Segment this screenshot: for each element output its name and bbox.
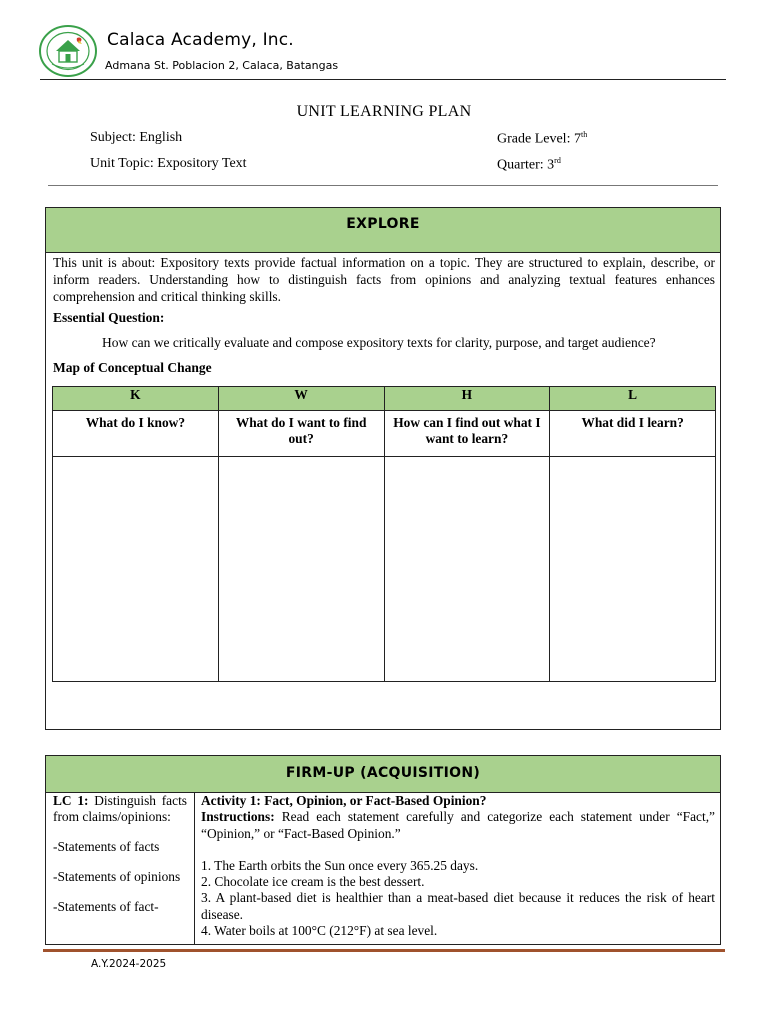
activity-instructions	[201, 809, 715, 842]
firm-up-section	[45, 755, 721, 945]
kwhl-question-w: What do I want to find out?	[218, 411, 384, 457]
kwhl-letter-h: H	[384, 387, 550, 411]
subject-label: Subject: English	[90, 130, 183, 145]
column-divider	[194, 792, 195, 945]
grade-level-value: Grade Level: 7	[497, 131, 581, 147]
school-address: Admana St. Poblacion 2, Calaca, Batangas	[105, 59, 339, 72]
statement-item: 4. Water boils at 100°C (212°F) at sea level.	[201, 923, 438, 939]
kwhl-question-h: How can I find out what I want to learn?	[384, 411, 550, 457]
statement-item: 2. Chocolate ice cream is the best dessert.	[201, 874, 425, 890]
learning-competency-column	[53, 793, 187, 929]
kwhl-letter-row	[53, 387, 716, 411]
school-name: Calaca Academy, Inc.	[107, 30, 294, 50]
kwhl-answer-row	[53, 457, 716, 682]
kwhl-letter-l: L	[550, 387, 716, 411]
conceptual-change-label: Map of Conceptual Change	[53, 360, 212, 375]
grade-level-suffix: th	[580, 130, 588, 139]
firm-up-heading: FIRM-UP (ACQUISITION)	[46, 756, 720, 793]
lc-item: -Statements of fact-	[53, 899, 159, 914]
kwhl-letter-w: W	[218, 387, 384, 411]
quarter-label	[497, 156, 561, 174]
activity-column	[201, 793, 715, 939]
unit-description: This unit is about: Expository texts provide factual information on a topic. They are structured to explain, describe, or inform readers. Understanding how to distinguish facts from opinions and analyzing textual features enhances comprehension and critical thinking skills.	[53, 255, 715, 304]
footer-divider	[43, 949, 725, 952]
kwhl-table	[52, 386, 716, 682]
kwhl-answer-k[interactable]	[53, 457, 219, 682]
grade-level-label	[497, 130, 587, 148]
instructions-label: Instructions:	[201, 809, 275, 825]
kwhl-answer-w[interactable]	[218, 457, 384, 682]
academic-year: A.Y.2024-2025	[91, 958, 167, 970]
explore-heading: EXPLORE	[46, 208, 720, 253]
instructions-text: Read each statement carefully and categorize each statement under “Fact,” “Opinion,” or “Fact-Based Opinion.”	[201, 809, 715, 841]
explore-section	[45, 207, 721, 730]
kwhl-letter-k: K	[53, 387, 219, 411]
header-divider	[40, 79, 726, 80]
essential-question-label: Essential Question:	[53, 310, 165, 325]
kwhl-question-row	[53, 411, 716, 457]
unit-topic-label: Unit Topic: Expository Text	[90, 156, 247, 171]
page-title: UNIT LEARNING PLAN	[296, 103, 472, 120]
quarter-suffix: rd	[554, 156, 561, 165]
school-seal-icon	[38, 24, 98, 78]
kwhl-question-k: What do I know?	[53, 411, 219, 457]
lc-title: LC 1:	[53, 793, 89, 808]
lc-item: -Statements of facts	[53, 839, 160, 854]
meta-divider	[48, 185, 718, 186]
lc-statement	[53, 793, 187, 825]
lc-text: Distinguish facts from claims/opinions:	[53, 793, 187, 824]
statement-item: 1. The Earth orbits the Sun once every 365.25 days.	[201, 857, 479, 873]
kwhl-answer-h[interactable]	[384, 457, 550, 682]
lc-item: -Statements of opinions	[53, 869, 181, 884]
kwhl-question-l: What did I learn?	[550, 411, 716, 457]
activity-title: Activity 1: Fact, Opinion, or Fact-Based Opinion?	[201, 793, 487, 808]
quarter-value: Quarter: 3	[497, 157, 555, 173]
kwhl-answer-l[interactable]	[550, 457, 716, 682]
essential-question-text: How can we critically evaluate and compose expository texts for clarity, purpose, and target audience?	[102, 335, 656, 350]
statement-item: 3. A plant-based diet is healthier than a meat-based diet because it reduces the risk of heart disease.	[201, 890, 715, 922]
